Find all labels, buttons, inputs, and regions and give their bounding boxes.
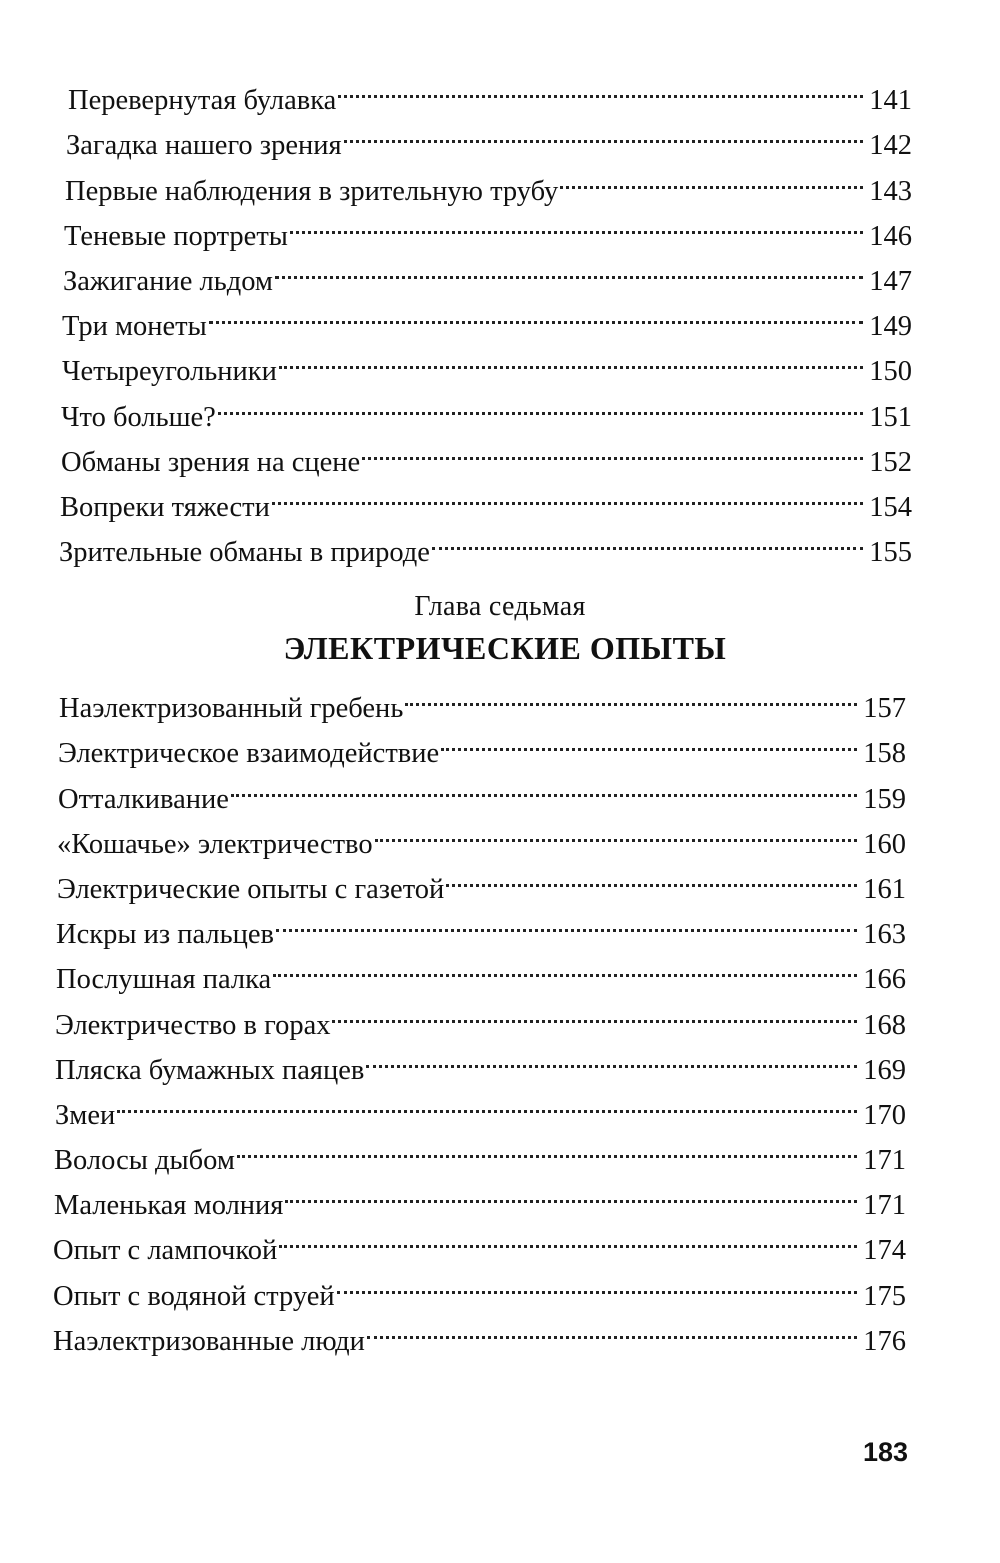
toc-entry [56,898,906,951]
toc-entry-title: Пляска бумажных паяцев [55,1054,365,1086]
toc-entry-page: 158 [863,738,906,770]
toc-entry [53,1214,906,1267]
dot-leader [279,335,863,380]
dot-leader [366,1034,857,1079]
dot-leader [276,898,857,943]
toc-entry-title: Электрическое взаимодействие [58,738,440,770]
toc-entry-title: Наэлектризованные люди [53,1325,365,1357]
toc-entry-title: Три монеты [62,311,207,343]
toc-entry-page: 171 [863,1190,906,1222]
toc-entry [55,988,906,1041]
toc-entry-page: 151 [869,401,912,433]
dot-leader [446,853,857,898]
toc-entry-page: 175 [863,1280,906,1312]
toc-entry-page: 160 [863,828,906,860]
dot-leader [231,762,857,807]
toc-entry-title: Зажигание льдом [63,265,273,297]
toc-entry-page: 146 [869,220,912,252]
dot-leader [560,154,863,199]
toc-entry [61,380,912,433]
dot-leader [405,672,857,717]
dot-leader [209,290,864,335]
toc-entry-title: «Кошачье» электричество [57,828,373,860]
toc-entry-page: 176 [863,1325,906,1357]
toc-entry-title: Искры из пальцев [56,919,274,951]
toc-entry-page: 142 [869,130,912,162]
dot-leader [279,1214,857,1259]
toc-entry-title: Послушная палка [56,964,272,996]
toc-entry-page: 171 [863,1145,906,1177]
toc-entry-title: Электрические опыты с газетой [57,873,445,905]
toc-entry [65,154,912,207]
toc-entry-title: Маленькая молния [54,1190,284,1222]
toc-entry-page: 161 [863,873,906,905]
toc-entry [54,1124,906,1177]
toc-entry-page: 141 [869,85,912,117]
dot-leader [441,717,857,762]
toc-entry-page: 168 [863,1009,906,1041]
chapter-title: ЭЛЕКТРИЧЕСКИЕ ОПЫТЫ [283,630,727,666]
toc-entry-title: Отталкивание [58,783,229,815]
toc-entry-page: 152 [869,446,912,478]
toc-entry [55,1079,906,1131]
toc-entry-title: Теневые портреты [64,220,288,252]
toc-entry-page: 154 [869,491,912,523]
dot-leader [272,471,863,516]
toc-entry [62,335,912,388]
toc-entry-page: 174 [863,1235,906,1267]
chapter-number: Глава седьмая [414,591,586,622]
toc-entry [53,1259,906,1312]
toc-entry-title: Опыт с лампочкой [53,1235,278,1267]
dot-leader [362,426,863,471]
dot-leader [285,1169,857,1214]
toc-entry [58,717,906,770]
toc-entry [57,808,906,860]
dot-leader [375,808,858,853]
toc-entry [53,1305,906,1357]
toc-entry-page: 169 [863,1054,906,1086]
toc-entry [59,672,906,725]
dot-leader [275,245,863,290]
toc-entry-title: Обманы зрения на сцене [61,446,361,478]
toc-entry [54,1169,906,1222]
toc-entry [55,1034,906,1086]
toc-entry-title: Змеи [55,1099,116,1131]
toc-entry-title: Электричество в горах [55,1009,331,1041]
toc-entry [62,290,912,343]
toc-entry-page: 155 [869,537,912,569]
toc-entry-title: Опыт с водяной струей [53,1280,335,1312]
toc-entry [57,853,906,905]
dot-leader [432,516,863,561]
toc-entry [63,245,912,297]
toc-entry-page: 159 [863,783,906,815]
toc-entry [56,943,906,996]
toc-entry-title: Четыреугольники [62,356,277,388]
toc-entry-page: 163 [863,919,906,951]
chapter-heading [0,588,1000,670]
toc-entry-title: Зрительные обманы в природе [59,537,430,569]
toc-entry-page: 147 [869,265,912,297]
toc-entry-title: Первые наблюдения в зрительную трубу [65,175,559,207]
toc-list-optics [0,64,1000,569]
toc-entry [61,426,912,478]
dot-leader [290,200,863,245]
toc-entry-title: Вопреки тяжести [60,491,270,523]
dot-leader [117,1079,857,1124]
dot-leader [332,988,857,1033]
toc-entry-title: Что больше? [61,401,216,433]
dot-leader [218,380,863,425]
toc-entry-page: 150 [869,356,912,388]
toc-list-electricity [0,672,1000,1357]
toc-entry-page: 143 [869,175,912,207]
dot-leader [338,64,863,109]
toc-entry-title: Волосы дыбом [54,1145,235,1177]
toc-entry [59,516,912,569]
toc-entry [64,200,912,252]
toc-entry-page: 170 [863,1099,906,1131]
page-number: 183 [862,1437,908,1467]
dot-leader [367,1305,857,1350]
toc-entry [58,762,906,815]
toc-entry-page: 166 [863,964,906,996]
toc-entry-page: 157 [863,693,906,725]
toc-entry-page: 149 [869,311,912,343]
dot-leader [337,1259,858,1304]
toc-entry-title: Загадка нашего зрения [66,130,342,162]
toc-entry [60,471,912,523]
dot-leader [237,1124,857,1169]
toc-entry-title: Перевернутая булавка [68,85,337,117]
toc-entry-title: Наэлектризованный гребень [59,693,404,725]
toc-entry [68,64,912,117]
dot-leader [273,943,857,988]
dot-leader [344,109,864,154]
toc-entry [66,109,912,162]
